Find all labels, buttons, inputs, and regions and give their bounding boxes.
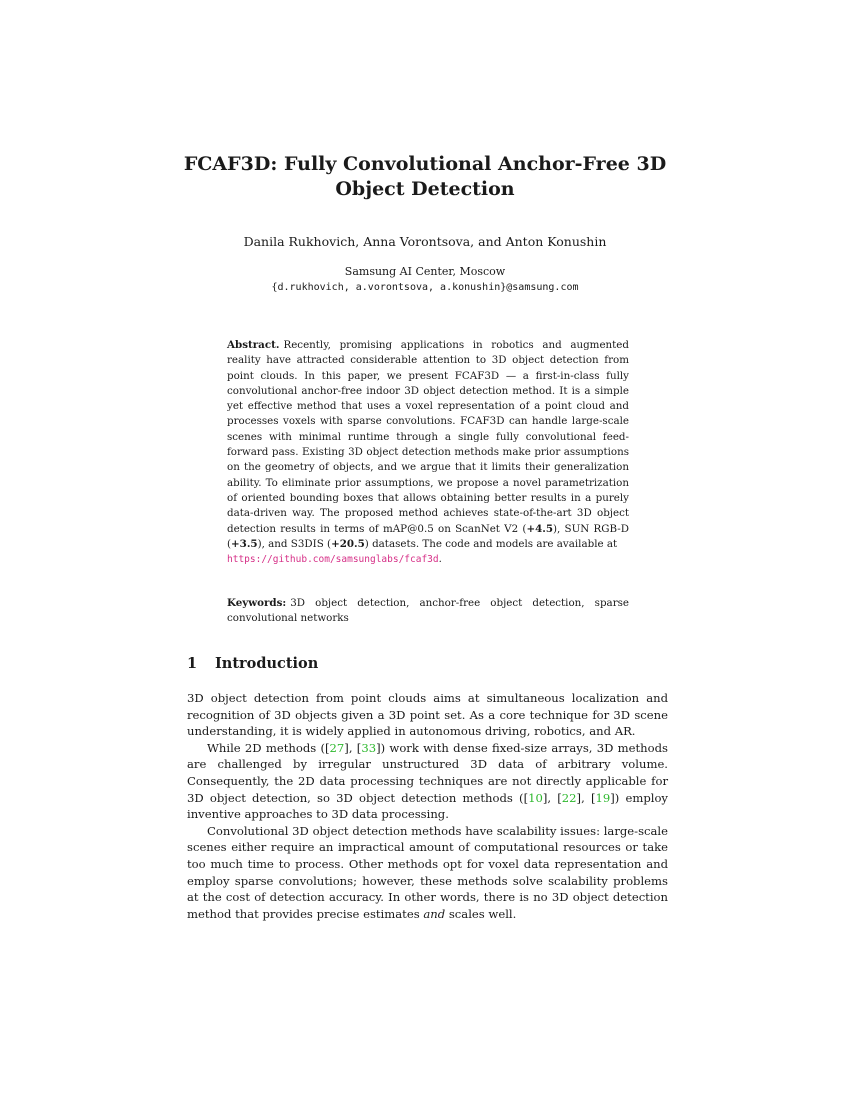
gain-sunrgbd: +3.5 bbox=[231, 537, 258, 550]
abstract-url-end: . bbox=[438, 553, 442, 566]
p3-emphasis: and bbox=[423, 906, 446, 921]
abstract-text-2: ), SUN RGB-D ( bbox=[227, 522, 630, 550]
abstract-text-1: Recently, promising applications in robotics and augmented reality have attracted considerable attention to 3D object detection from point clouds. In this paper, we present FCAF3D — a first-in-class fully convolutional anchor-free indoor 3D object detection method. It is a simple yet effective method that uses a voxel representation of a point cloud and processes voxels with sparse convolutions. FCAF3D can handle large-scale scenes with minimal runtime through a single fully convolutional feed-forward pass. Existing 3D object detection methods make prior assumptions on the geometry of objects, and we argue that it limits their generalization ability. To eliminate prior assumptions, we propose a novel parametrization of oriented bounding boxes that allows obtaining better results in a purely data-driven way. The proposed method achieves state-of-the-art 3D object detection results in terms of mAP@0.5 on ScanNet V2 ( bbox=[227, 339, 629, 535]
abstract-text-3: ), and S3DIS ( bbox=[257, 537, 332, 550]
keywords bbox=[227, 596, 629, 627]
p2-text-b: ], [ bbox=[344, 740, 362, 755]
affiliation-block bbox=[150, 264, 700, 296]
intro-paragraph-1: 3D object detection from point clouds aims at simultaneous localization and recognition of 3D objects given a 3D point set. As a core technique for 3D scene understanding, it is widely applied in autonomous driving, robotics, and AR. bbox=[187, 691, 668, 739]
citation-27[interactable]: 27 bbox=[329, 740, 345, 755]
p2-text-e: ], [ bbox=[576, 790, 596, 805]
introduction-body bbox=[187, 690, 668, 922]
section-number: 1 bbox=[187, 655, 198, 672]
code-url-link[interactable]: https://github.com/samsunglabs/fcaf3d bbox=[227, 554, 439, 566]
citation-19[interactable]: 19 bbox=[595, 790, 611, 805]
abstract-text-4: ) datasets. The code and models are available at bbox=[364, 537, 618, 550]
citation-10[interactable]: 10 bbox=[528, 790, 543, 805]
abstract bbox=[227, 338, 629, 567]
citation-33[interactable]: 33 bbox=[361, 740, 377, 755]
paper-title: FCAF3D: Fully Convolutional Anchor-Free 3D Object Detection bbox=[183, 153, 667, 200]
p2-text-a: While 2D methods ([ bbox=[207, 740, 330, 755]
gain-s3dis: +20.5 bbox=[331, 537, 365, 550]
section-title: Introduction bbox=[215, 655, 319, 672]
section-heading-introduction bbox=[187, 655, 667, 672]
abstract-label: Abstract. bbox=[227, 339, 280, 351]
citation-22[interactable]: 22 bbox=[561, 790, 577, 805]
p2-text-f: ]) employ inventive approaches to 3D data processing. bbox=[187, 790, 668, 822]
gain-scannet: +4.5 bbox=[526, 522, 553, 535]
p3-text-b: scales well. bbox=[448, 906, 517, 921]
p2-text-c: ]) work with dense fixed-size arrays, 3D methods are challenged by irregular unstructured 3D data of arbitrary volume. Consequently, the 2D data processing techniques are not directly applicable for 3D object detection, so 3D object detection methods ([ bbox=[187, 740, 668, 805]
keywords-label: Keywords: bbox=[227, 597, 287, 609]
author-emails: {d.rukhovich, a.vorontsova, a.konushin}@samsung.com bbox=[271, 282, 579, 293]
keywords-text: 3D object detection, anchor-free object detection, sparse convolutional networks bbox=[227, 597, 629, 625]
affiliation: Samsung AI Center, Moscow bbox=[344, 265, 506, 278]
p3-text-a: Convolutional 3D object detection methods have scalability issues: large-scale scenes either require an impractical amount of computational resources or take too much time to process. Other methods opt for voxel data representation and employ sparse convolutions; however, these methods solve scalability problems at the cost of detection accuracy. In other words, there is no 3D object detection method that provides precise estimates bbox=[187, 823, 668, 921]
intro-paragraph-3 bbox=[187, 823, 668, 923]
author-list: Danila Rukhovich, Anna Vorontsova, and Anton Konushin bbox=[243, 234, 607, 249]
p2-text-d: ], [ bbox=[542, 790, 562, 805]
intro-paragraph-2 bbox=[187, 740, 668, 823]
